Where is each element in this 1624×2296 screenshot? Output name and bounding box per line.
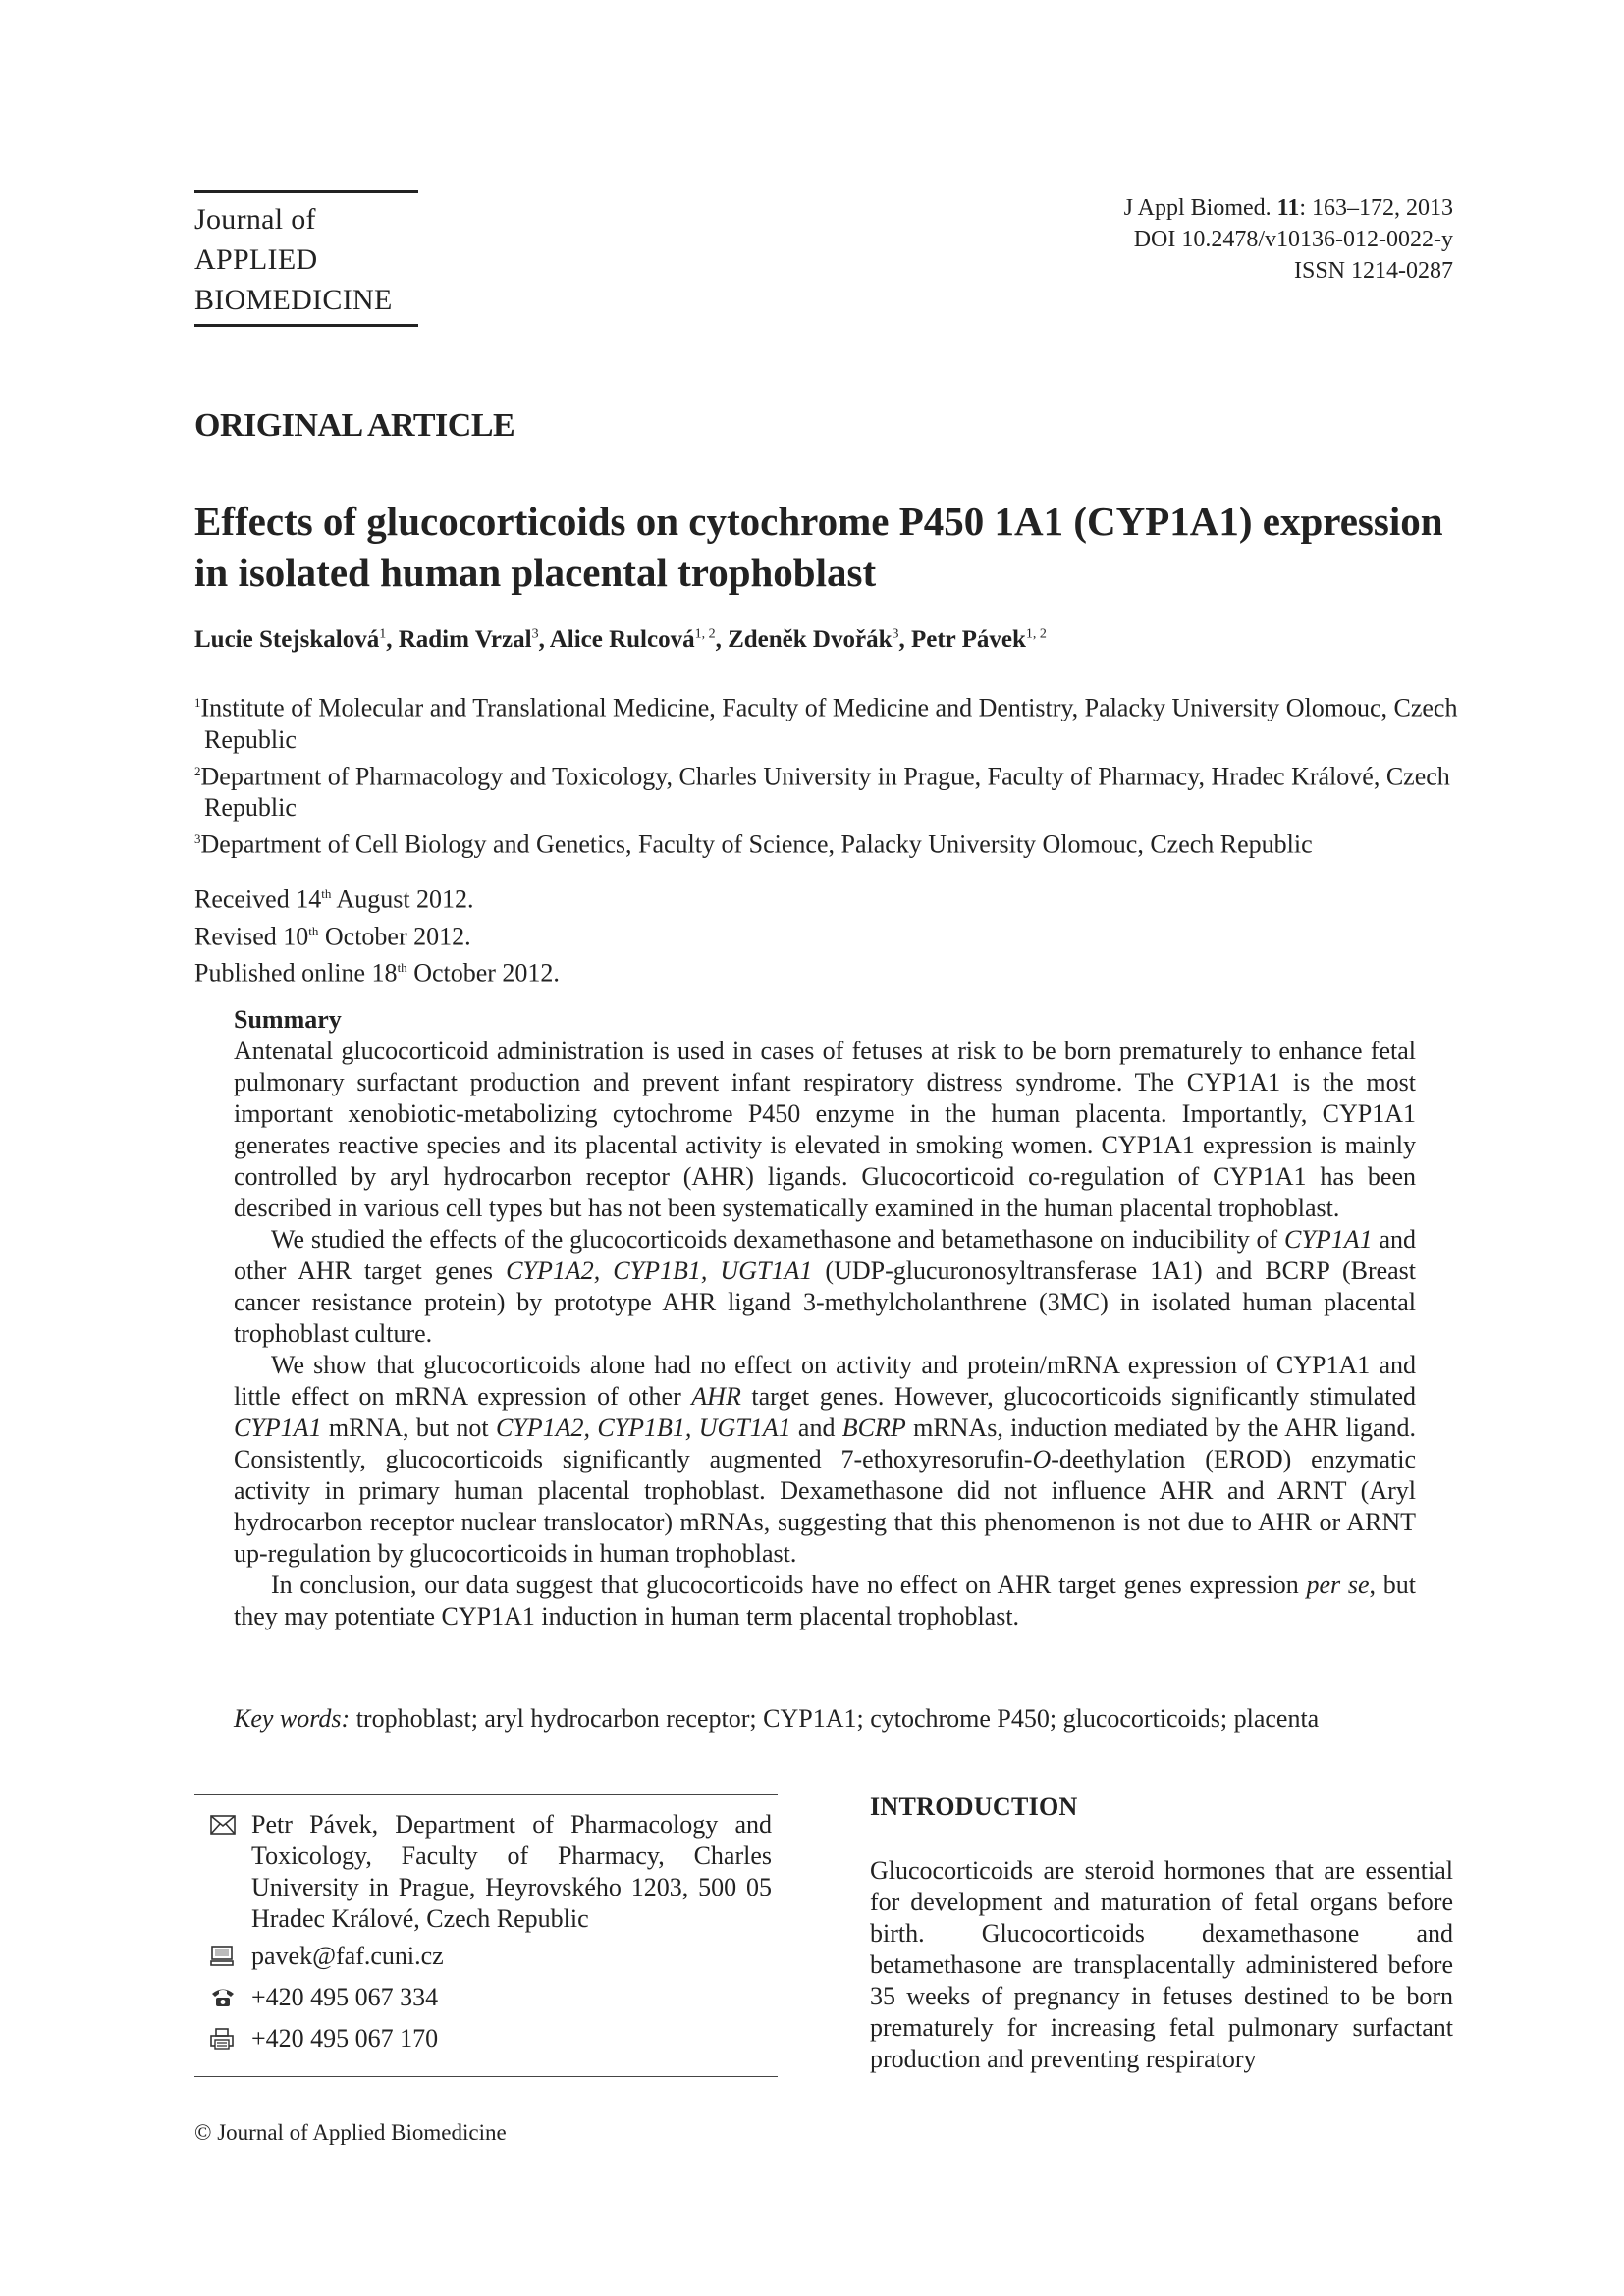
correspondence-box xyxy=(194,1794,778,2077)
affiliation: $^2$Department of Pharmacology and Toxicology, Charles University in Prague, Faculty of Pharmacy, Hradec Králové, Czech Republic xyxy=(194,762,1450,823)
author-name: Alice Rulcová xyxy=(549,626,695,653)
summary-paragraph: Antenatal glucocorticoid administration is used in cases of fetuses at risk to be born prematurely to enhance fetal pulmonary surfactant production and prevent infant respiratory distress syndrome. The CYP1A1 is the most important xenobiotic-metabolizing cytochrome P450 enzyme in the human placenta. Importantly, CYP1A1 generates reactive species and its placental activity is elevated in smoking women. CYP1A1 expression is mainly controlled by aryl hydrocarbon receptor (AHR) ligands. Glucocorticoid co-regulation of CYP1A1 has been described in various cell types but has not been systematically examined in the human placental trophoblast. xyxy=(234,1037,1416,1222)
summary-paragraph: We studied the effects of the glucocorticoids dexamethasone and betamethasone on inducibility of CYP1A1 and other AHR target genes CYP1A2, CYP1B1, UGT1A1 (UDP-glucuronosyltransferase 1A1) and BCRP (Breast cancer resistance protein) by prototype AHR ligand 3-methylcholanthrene (3MC) in isolated human placental trophoblast culture. xyxy=(234,1225,1417,1348)
author-affiliation-mark: 1, 2 xyxy=(1025,626,1047,642)
journal-name-line: BIOMEDICINE xyxy=(194,284,393,316)
summary-paragraph: We show that glucocorticoids alone had no effect on activity and protein/mRNA expression of CYP1A1 and little effect on mRNA expression of other AHR target genes. However, glucocorticoids significantly stimulated CYP1A1 mRNA, but not CYP1A2, CYP1B1, UGT1A1 and BCRP mRNAs, induction mediated by the AHR ligand. Consistently, glucocorticoids significantly augmented 7-ethoxyresorufin-O-deethylation (EROD) enzymatic activity in primary human placental trophoblast. Dexamethasone did not influence AHR and ARNT (Aryl hydrocarbon receptor nuclear translocator) mRNAs, suggesting that this phenomenon is not due to AHR or ARNT up-regulation by glucocorticoids in human trophoblast. xyxy=(234,1351,1417,1568)
telephone-icon xyxy=(194,1982,251,2017)
affiliation: $^3$Department of Cell Biology and Genetics, Faculty of Science, Palacky University Olomouc, Czech Republic xyxy=(194,829,1313,859)
contact-email-row xyxy=(194,1941,778,1976)
contact-bottom-rule xyxy=(194,2076,778,2077)
citation-volume: 11 xyxy=(1276,195,1300,221)
article-title: Effects of glucocorticoids on cytochrome P450 1A1 (CYP1A1) expression in isolated human placental trophoblast xyxy=(194,499,1443,595)
contact-email[interactable]: pavek@faf.cuni.cz xyxy=(251,1942,444,1970)
author-name: Petr Pávek xyxy=(910,626,1026,653)
envelope-icon xyxy=(194,1809,251,1843)
citation-block xyxy=(1124,192,1453,287)
contact-fax-row xyxy=(194,2023,778,2058)
date-line: Received 14th August 2012. xyxy=(194,884,474,914)
computer-icon xyxy=(194,1941,251,1976)
contact-address-row xyxy=(194,1809,778,1935)
fax-icon xyxy=(194,2023,251,2058)
author-affiliation-mark: 3 xyxy=(892,626,899,642)
summary-heading: Summary xyxy=(234,1005,342,1034)
introduction-heading: INTRODUCTION xyxy=(870,1792,1078,1821)
date-line: Published online 18th October 2012. xyxy=(194,958,560,988)
citation-journal: J Appl Biomed. xyxy=(1123,195,1272,221)
article-type: ORIGINAL ARTICLE xyxy=(194,407,515,444)
author-affiliation-mark: 3 xyxy=(531,626,539,642)
contact-address: Petr Pávek, Department of Pharmacology and Toxicology, Faculty of Pharmacy, Charles University in Prague, Heyrovského 1203, 500 05 Hradec Králové, Czech Republic xyxy=(251,1810,772,1933)
logo-bottom-rule xyxy=(194,324,418,327)
author-affiliation-mark: 1 xyxy=(379,626,387,642)
citation-doi: DOI 10.2478/v10136-012-0022-y xyxy=(1133,227,1453,252)
author-list: Lucie Stejskalová$^1$, Radim Vrzal$^3$, Alice Rulcová$^{1, 2}$, Zdeněk Dvořák$^3$, Petr Pávek$^{1, 2}$ xyxy=(194,626,1047,653)
keywords-text: trophoblast; aryl hydrocarbon receptor; CYP1A1; cytochrome P450; glucocorticoids; placenta xyxy=(350,1704,1320,1733)
introduction-text: Glucocorticoids are steroid hormones that are essential for development and maturation of fetal organs before birth. Glucocorticoids dexamethasone and betamethasone are transplacentally administered before 35 weeks of pregnancy in fetuses destined to be born prematurely for increasing fetal pulmonary surfactant production and preventing respiratory xyxy=(870,1856,1453,2073)
author-name: Radim Vrzal xyxy=(398,626,532,653)
citation-line xyxy=(1124,192,1453,224)
contact-phone-row xyxy=(194,1982,778,2017)
copyright-footer: © Journal of Applied Biomedicine xyxy=(194,2120,507,2145)
journal-logo xyxy=(194,190,418,327)
article-dates xyxy=(194,879,560,989)
keywords xyxy=(234,1703,1451,1735)
contact-phone: +420 495 067 334 xyxy=(251,1983,439,2011)
affiliation: $^1$Institute of Molecular and Translational Medicine, Faculty of Medicine and Dentistry, Palacky University Olomouc, Czech Republic xyxy=(194,693,1458,754)
contact-fax: +420 495 067 170 xyxy=(251,2024,439,2053)
keywords-label: Key words: xyxy=(234,1704,351,1733)
date-line: Revised 10th October 2012. xyxy=(194,922,471,951)
author-name: Zdeněk Dvořák xyxy=(728,626,893,653)
journal-name-line: Journal of xyxy=(194,203,316,236)
citation-pages-year: : 163–172, 2013 xyxy=(1299,195,1453,221)
citation-issn: ISSN 1214-0287 xyxy=(1293,258,1453,284)
summary-paragraph: In conclusion, our data suggest that glucocorticoids have no effect on AHR target genes expression per se, but they may potentiate CYP1A1 induction in human term placental trophoblast. xyxy=(234,1571,1416,1630)
journal-name-line: APPLIED xyxy=(194,243,318,276)
summary-section xyxy=(234,1004,1416,1632)
affiliation-list xyxy=(194,687,1471,861)
author-name: Lucie Stejskalová xyxy=(194,626,380,653)
author-affiliation-mark: 1, 2 xyxy=(694,626,716,642)
